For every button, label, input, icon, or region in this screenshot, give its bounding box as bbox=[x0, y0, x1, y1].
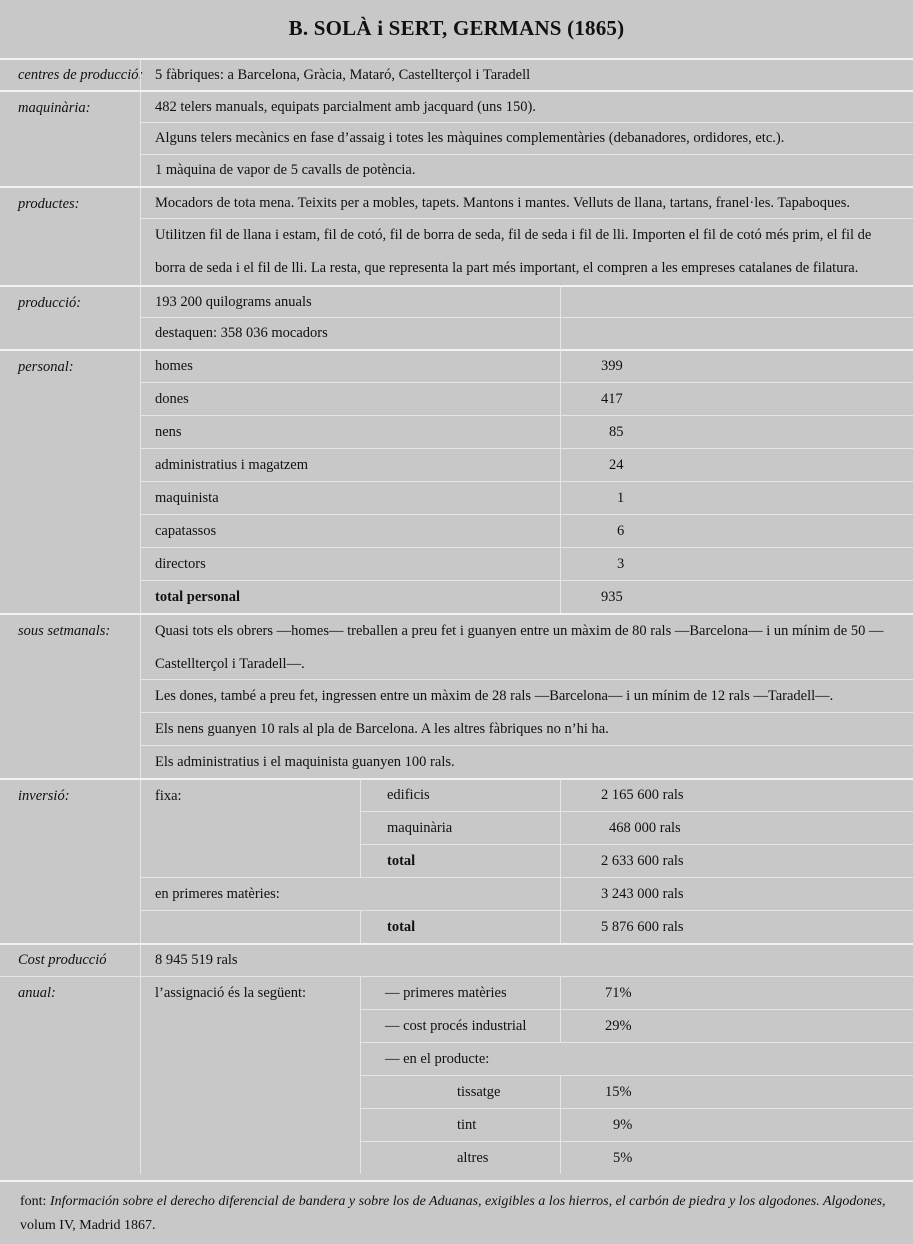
productes-line: Mocadors de tota mena. Teixits per a mobles, tapets. Mantons i mantes. Velluts de llana, tartans, franel·les. Tapaboques. bbox=[140, 186, 913, 218]
maquinaria-line: 482 telers manuals, equipats parcialment amb jacquard (uns 150). bbox=[140, 90, 913, 122]
inversio-edificis: edificis bbox=[360, 778, 560, 811]
label-sous: sous setmanals: bbox=[0, 613, 140, 778]
inversio-primeres: en primeres matèries: bbox=[140, 877, 560, 910]
inversio-maquinaria: maquinària bbox=[360, 811, 560, 844]
label-produccio: producció: bbox=[0, 285, 140, 349]
footnote-prefix: font: bbox=[20, 1194, 50, 1209]
sous-line: Les dones, també a preu fet, ingressen entre un màxim de 28 rals —Barcelona— i un mínim de 12 rals —Taradell—. bbox=[140, 679, 913, 712]
cost-sub-name: tissatge bbox=[360, 1075, 560, 1108]
cost-row-name: — cost procés industrial bbox=[360, 1009, 560, 1042]
personal-value: 417 bbox=[560, 382, 913, 415]
inversio-grand-total: total bbox=[360, 910, 560, 943]
label-anual: anual: bbox=[0, 976, 140, 1174]
personal-name: capatassos bbox=[140, 514, 560, 547]
personal-total-name: total personal bbox=[140, 580, 560, 613]
personal-value: 399 bbox=[560, 349, 913, 382]
cost-assignacio: l’assignació és la següent: bbox=[140, 976, 360, 1174]
inversio-grand-total-value: 5 876 600 rals bbox=[560, 910, 913, 943]
personal-value: 24 bbox=[560, 448, 913, 481]
personal-value: 3 bbox=[560, 547, 913, 580]
label-personal: personal: bbox=[0, 349, 140, 613]
personal-name: homes bbox=[140, 349, 560, 382]
empty-cell bbox=[140, 910, 360, 943]
cost-row-name: — primeres matèries bbox=[360, 976, 560, 1009]
inversio-edificis-value: 2 165 600 rals bbox=[560, 778, 913, 811]
sous-line: Els nens guanyen 10 rals al pla de Barcelona. A les altres fàbriques no n’hi ha. bbox=[140, 712, 913, 745]
personal-name: dones bbox=[140, 382, 560, 415]
inversio-primeres-value: 3 243 000 rals bbox=[560, 877, 913, 910]
productes-line: Utilitzen fil de llana i estam, fil de cotó, fil de borra de seda, fil de seda i fil de lli. Importen el fil de cotó més prim, el fil de borra de seda i el fil de lli. La resta, que representa la part més important, el compren a les empreses catalanes de filatura. bbox=[140, 218, 913, 285]
data-table bbox=[0, 58, 913, 1174]
inversio-maquinaria-value: 468 000 rals bbox=[560, 811, 913, 844]
empty-cell bbox=[560, 317, 913, 349]
personal-name: directors bbox=[140, 547, 560, 580]
sous-line: Quasi tots els obrers —homes— treballen a preu fet i guanyen entre un màxim de 80 rals —Barcelona— i un mínim de 50 —Castellterçol i Taradell—. bbox=[140, 613, 913, 679]
maquinaria-line: 1 màquina de vapor de 5 cavalls de potència. bbox=[140, 154, 913, 186]
label-centres: centres de producció: bbox=[0, 58, 140, 90]
cost-sub-name: altres bbox=[360, 1141, 560, 1174]
cost-sub-value: 5% bbox=[560, 1141, 913, 1174]
source-footnote bbox=[0, 1180, 913, 1244]
produccio-line: 193 200 quilograms anuals bbox=[140, 285, 560, 317]
cost-row-value: 71% bbox=[560, 976, 913, 1009]
label-productes: productes: bbox=[0, 186, 140, 285]
personal-name: administratius i magatzem bbox=[140, 448, 560, 481]
personal-name: maquinista bbox=[140, 481, 560, 514]
personal-value: 6 bbox=[560, 514, 913, 547]
cost-row-value: 29% bbox=[560, 1009, 913, 1042]
page-title: B. SOLÀ i SERT, GERMANS (1865) bbox=[288, 15, 625, 40]
inversio-fixa: fixa: bbox=[140, 778, 360, 877]
cost-row-name: — en el producte: bbox=[360, 1042, 913, 1075]
cost-sub-value: 9% bbox=[560, 1108, 913, 1141]
personal-total-value: 935 bbox=[560, 580, 913, 613]
label-cost: Cost producció bbox=[0, 943, 140, 976]
empty-cell bbox=[560, 285, 913, 317]
cost-value: 8 945 519 rals bbox=[140, 943, 913, 976]
personal-value: 1 bbox=[560, 481, 913, 514]
cost-sub-value: 15% bbox=[560, 1075, 913, 1108]
label-inversio: inversió: bbox=[0, 778, 140, 943]
label-maquinaria: maquinària: bbox=[0, 90, 140, 186]
inversio-total: total bbox=[360, 844, 560, 877]
produccio-line: destaquen: 358 036 mocadors bbox=[140, 317, 560, 349]
centres-text: 5 fàbriques: a Barcelona, Gràcia, Mataró, Castellterçol i Taradell bbox=[140, 58, 913, 90]
personal-name: nens bbox=[140, 415, 560, 448]
footnote-source: Información sobre el derecho diferencial de bandera y sobre los de Aduanas, exigibles a los hierros, el carbón de piedra y los algodones. Algodones, bbox=[49, 1194, 886, 1209]
footnote-suffix: volum IV, Madrid 1867. bbox=[20, 1218, 156, 1233]
inversio-total-value: 2 633 600 rals bbox=[560, 844, 913, 877]
personal-value: 85 bbox=[560, 415, 913, 448]
sous-line: Els administratius i el maquinista guanyen 100 rals. bbox=[140, 745, 913, 778]
cost-sub-name: tint bbox=[360, 1108, 560, 1141]
maquinaria-line: Alguns telers mecànics en fase d’assaig i totes les màquines complementàries (debanadores, ordidores, etc.). bbox=[140, 122, 913, 154]
